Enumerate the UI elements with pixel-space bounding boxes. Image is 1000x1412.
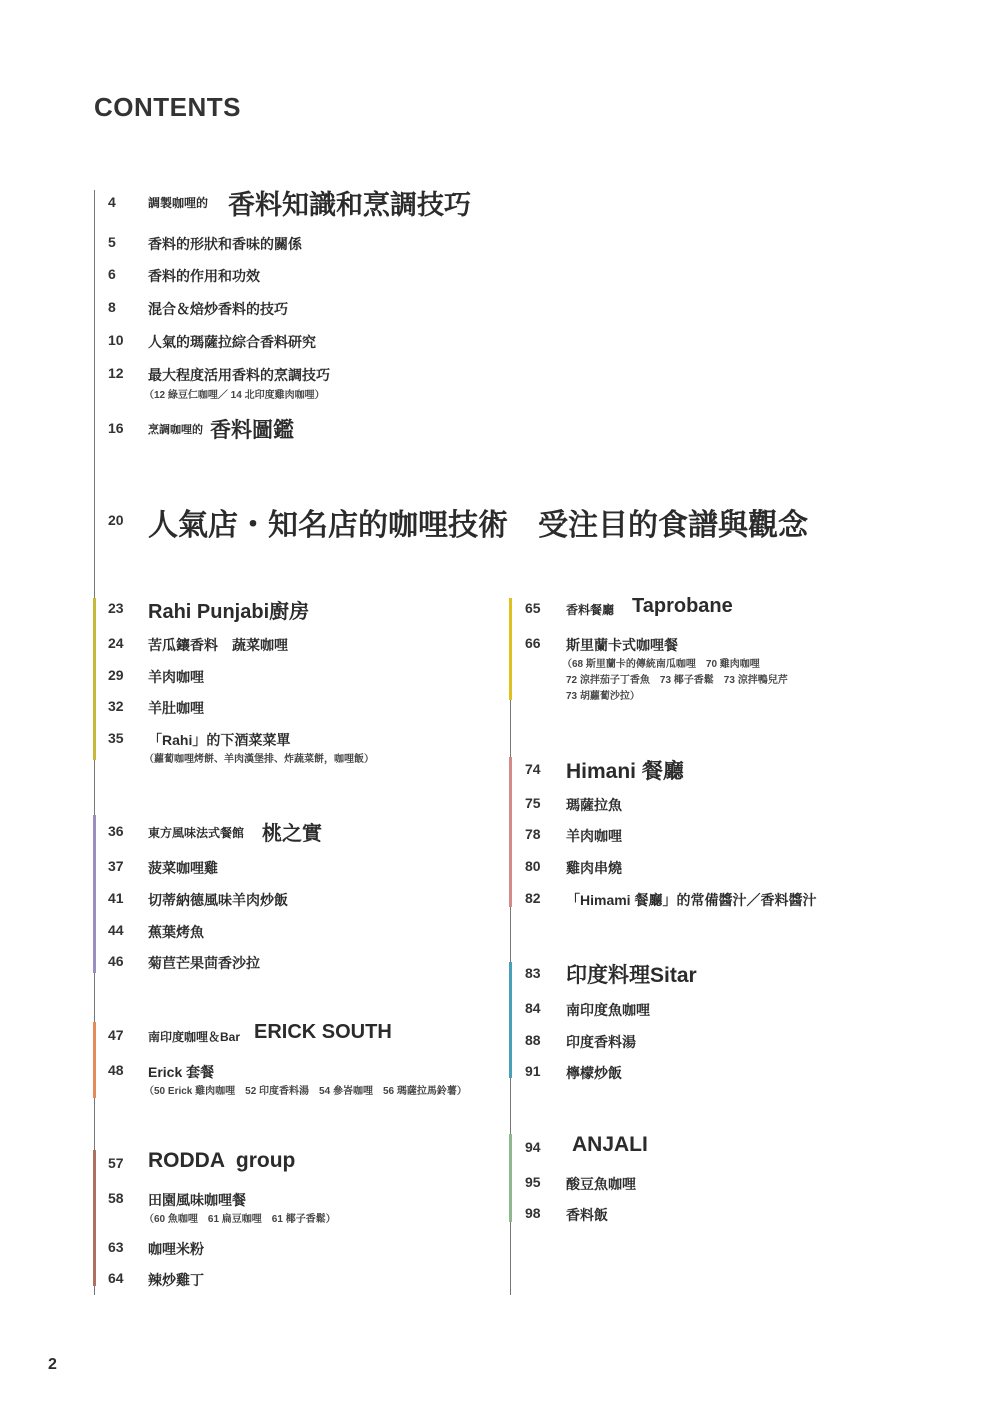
toc-num: 98 xyxy=(525,1205,541,1221)
toc-item[interactable]: 咖哩米粉 xyxy=(148,1241,204,1257)
toc-item[interactable]: 最大程度活用香料的烹調技巧 xyxy=(148,367,330,383)
rodda-num: 57 xyxy=(108,1155,124,1171)
himani-title[interactable]: Himani 餐廳 xyxy=(566,760,684,783)
toc-item-sub: （蘿蔔咖哩烤餅、羊肉漢堡排、炸蔬菜餅，咖哩飯） xyxy=(144,754,374,765)
toc-item[interactable]: 印度香料湯 xyxy=(566,1034,636,1050)
toc-num: 35 xyxy=(108,730,124,746)
toc-item-sub: 72 涼拌茄子丁香魚 73 椰子香鬆 73 涼拌鴨兒芹 xyxy=(566,675,788,686)
erick-num: 47 xyxy=(108,1027,124,1043)
toc-num: 44 xyxy=(108,922,124,938)
toc-item[interactable]: 菠菜咖哩雞 xyxy=(148,860,218,876)
toc-num: 29 xyxy=(108,667,124,683)
toc-num: 58 xyxy=(108,1190,124,1206)
toc-num: 46 xyxy=(108,953,124,969)
toc-item[interactable]: 辣炒雞丁 xyxy=(148,1272,204,1288)
sitar-num: 83 xyxy=(525,965,541,981)
guide-num: 16 xyxy=(108,420,124,436)
momo-prefix: 東方風味法式餐館 xyxy=(148,826,245,840)
toc-item[interactable]: 檸檬炒飯 xyxy=(566,1065,622,1081)
toc-item[interactable]: 斯里蘭卡式咖哩餐 xyxy=(566,637,678,653)
toc-item[interactable]: 菊苣芒果茴香沙拉 xyxy=(148,955,260,971)
toc-num: 37 xyxy=(108,858,124,874)
toc-item-sub: 73 胡蘿蔔沙拉） xyxy=(566,691,640,702)
toc-num: 63 xyxy=(108,1239,124,1255)
toc-item[interactable]: 蕉葉烤魚 xyxy=(148,924,204,940)
toc-num: 12 xyxy=(108,365,124,381)
toc-num: 80 xyxy=(525,858,541,874)
anjali-num: 94 xyxy=(525,1139,541,1155)
section1-heading-num: 4 xyxy=(108,194,116,210)
rahi-title[interactable]: Rahi Punjabi廚房 xyxy=(148,601,310,623)
toc-item[interactable]: 田園風味咖哩餐 xyxy=(148,1192,246,1208)
toc-item[interactable]: Erick 套餐 xyxy=(148,1064,215,1080)
erick-color-bar xyxy=(93,1022,96,1098)
section1-heading-prefix: 調製咖哩的 xyxy=(148,196,209,210)
toc-item-sub: （68 斯里蘭卡的傳統南瓜咖哩 70 雞肉咖哩 xyxy=(562,659,760,670)
toc-item[interactable]: 羊肉咖哩 xyxy=(148,669,204,685)
page-number: 2 xyxy=(48,1356,57,1373)
toc-item[interactable]: 南印度魚咖哩 xyxy=(566,1002,650,1018)
momo-title[interactable]: 桃之實 xyxy=(262,823,322,845)
guide-prefix: 烹調咖哩的 xyxy=(148,424,203,436)
toc-num: 5 xyxy=(108,234,116,250)
toc-item[interactable]: 雞肉串燒 xyxy=(566,860,622,876)
toc-num: 41 xyxy=(108,890,124,906)
rahi-num: 23 xyxy=(108,600,124,616)
toc-item[interactable]: 香料的形狀和香味的關係 xyxy=(148,236,302,252)
toc-num: 6 xyxy=(108,266,116,282)
toc-num: 75 xyxy=(525,795,541,811)
toc-item[interactable]: 人氣的瑪薩拉綜合香料研究 xyxy=(148,334,316,350)
section2-title[interactable]: 人氣店・知名店的咖哩技術 受注目的食譜與觀念 xyxy=(148,509,808,542)
himani-num: 74 xyxy=(525,761,541,777)
taprobane-title[interactable]: Taprobane xyxy=(632,595,733,617)
toc-item-sub: （50 Erick 雞肉咖哩 52 印度香料湯 54 參峇咖哩 56 瑪薩拉馬鈴薯） xyxy=(144,1086,467,1097)
toc-item[interactable]: 羊肚咖哩 xyxy=(148,700,204,716)
sitar-color-bar xyxy=(509,962,512,1078)
erick-title[interactable]: ERICK SOUTH xyxy=(254,1021,392,1043)
erick-prefix: 南印度咖哩＆Bar xyxy=(148,1030,241,1044)
himani-color-bar xyxy=(509,757,512,907)
section2-num: 20 xyxy=(108,512,124,528)
toc-item-sub: （12 綠豆仁咖哩／ 14 北印度雞肉咖哩） xyxy=(144,390,325,401)
taprobane-color-bar xyxy=(509,598,512,700)
sitar-title[interactable]: 印度料理Sitar xyxy=(566,964,697,987)
toc-item[interactable]: 切蒂納德風味羊肉炒飯 xyxy=(148,892,288,908)
toc-num: 48 xyxy=(108,1062,124,1078)
toc-num: 10 xyxy=(108,332,124,348)
toc-num: 32 xyxy=(108,698,124,714)
guide-main[interactable]: 香料圖鑑 xyxy=(210,419,294,442)
toc-item[interactable]: 羊肉咖哩 xyxy=(566,828,622,844)
toc-num: 88 xyxy=(525,1032,541,1048)
rodda-color-bar xyxy=(93,1150,96,1286)
toc-num: 8 xyxy=(108,299,116,315)
toc-num: 91 xyxy=(525,1063,541,1079)
momo-num: 36 xyxy=(108,823,124,839)
toc-item[interactable]: 酸豆魚咖哩 xyxy=(566,1176,636,1192)
anjali-color-bar xyxy=(509,1134,512,1222)
page-title: CONTENTS xyxy=(94,92,241,122)
toc-item[interactable]: 混合＆焙炒香料的技巧 xyxy=(148,301,288,317)
toc-item[interactable]: 瑪薩拉魚 xyxy=(566,797,622,813)
toc-num: 64 xyxy=(108,1270,124,1286)
section1-heading-main[interactable]: 香料知識和烹調技巧 xyxy=(228,190,471,220)
anjali-title[interactable]: ANJALI xyxy=(572,1133,648,1156)
momo-color-bar xyxy=(93,815,96,973)
rodda-title[interactable]: RODDA group xyxy=(148,1149,296,1172)
toc-num: 95 xyxy=(525,1174,541,1190)
toc-item[interactable]: 香料的作用和功效 xyxy=(148,268,260,284)
toc-num: 66 xyxy=(525,635,541,651)
toc-num: 78 xyxy=(525,826,541,842)
toc-item[interactable]: 「Rahi」的下酒菜菜單 xyxy=(148,732,291,748)
toc-num: 82 xyxy=(525,890,541,906)
toc-item[interactable]: 苦瓜鑲香料 蔬菜咖哩 xyxy=(148,637,288,653)
toc-num: 84 xyxy=(525,1000,541,1016)
toc-item-sub: （60 魚咖哩 61 扁豆咖哩 61 椰子香鬆） xyxy=(144,1214,336,1225)
toc-item[interactable]: 「Himami 餐廳」的常備醬汁／香料醬汁 xyxy=(566,892,817,908)
taprobane-prefix: 香料餐廳 xyxy=(566,603,615,617)
toc-item[interactable]: 香料飯 xyxy=(566,1207,608,1223)
rahi-color-bar xyxy=(93,598,96,760)
taprobane-num: 65 xyxy=(525,600,541,616)
toc-num: 24 xyxy=(108,635,124,651)
